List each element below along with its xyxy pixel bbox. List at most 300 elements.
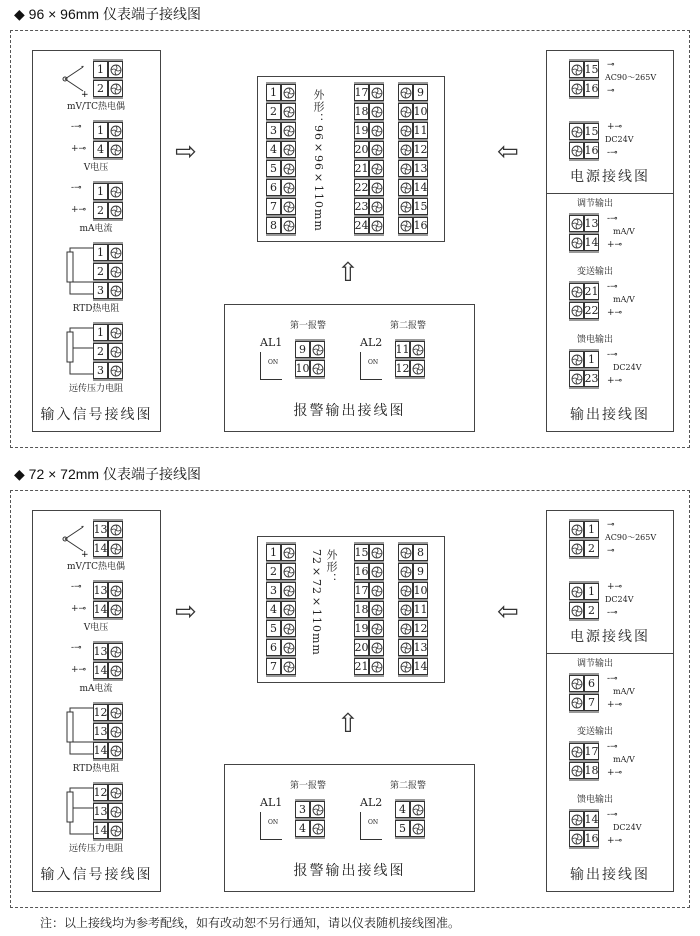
screw-terminal-icon bbox=[110, 365, 122, 377]
screw-terminal-icon bbox=[400, 220, 412, 232]
terminal-row bbox=[295, 360, 325, 377]
output-unit: mA/V bbox=[613, 295, 635, 304]
alarm-label: 第二报警 bbox=[390, 781, 427, 791]
screw-terminal-icon bbox=[571, 237, 583, 249]
lead-icon: +⊸ bbox=[607, 582, 623, 592]
terminal-number: 4 bbox=[266, 601, 281, 618]
terminal-number: 10 bbox=[413, 105, 428, 118]
terminal-number: 18 bbox=[354, 105, 369, 118]
screw-terminal-icon bbox=[400, 201, 412, 213]
screw-terminal-icon bbox=[571, 833, 583, 845]
terminal-screw bbox=[108, 61, 123, 78]
thermocouple-icon bbox=[61, 61, 91, 97]
plus-lead-icon: +⊸ bbox=[71, 144, 87, 154]
terminal-screw bbox=[310, 801, 325, 818]
screw-terminal-icon bbox=[110, 144, 122, 156]
device-dimensions: 外形：72×72×110mm bbox=[310, 549, 338, 656]
terminal-number: 20 bbox=[354, 143, 369, 156]
terminal-row bbox=[354, 217, 384, 234]
terminal-block bbox=[354, 542, 384, 677]
terminal-block bbox=[395, 339, 425, 379]
alarm-panel bbox=[224, 764, 475, 892]
screw-terminal-icon bbox=[110, 205, 122, 217]
terminal-row bbox=[398, 198, 428, 217]
terminal-screw bbox=[369, 620, 384, 637]
terminal-row bbox=[354, 601, 384, 620]
input-group-label: 远传压力电阻 bbox=[68, 384, 123, 394]
terminal-screw bbox=[281, 544, 296, 561]
terminal-screw bbox=[569, 302, 584, 319]
terminal-number: 1 bbox=[93, 61, 108, 78]
input-group-label: mV/TC热电偶 bbox=[67, 102, 125, 112]
terminal-screw bbox=[281, 103, 296, 120]
section-title bbox=[14, 4, 201, 24]
minus-lead-icon: -⊸ bbox=[607, 282, 618, 292]
svg-text:+: + bbox=[81, 90, 89, 97]
plus-lead-icon: +⊸ bbox=[71, 665, 87, 675]
terminal-block bbox=[569, 741, 599, 781]
screw-terminal-icon bbox=[371, 566, 383, 578]
terminal-number: 8 bbox=[266, 217, 281, 234]
terminal-block bbox=[569, 281, 599, 321]
terminal-row bbox=[93, 822, 123, 839]
screw-terminal-icon bbox=[110, 524, 122, 536]
screw-terminal-icon bbox=[110, 285, 122, 297]
relay-on-label: ON bbox=[268, 819, 279, 826]
plus-lead-icon: +⊸ bbox=[607, 700, 623, 710]
relay-on-label: ON bbox=[368, 359, 379, 366]
terminal-number: 14 bbox=[93, 744, 108, 757]
terminal-block bbox=[569, 213, 599, 253]
terminal-number: 11 bbox=[395, 343, 410, 356]
terminal-number: 3 bbox=[266, 582, 281, 599]
terminal-number: 1 bbox=[93, 244, 108, 261]
input-panel bbox=[32, 510, 161, 892]
screw-terminal-icon bbox=[283, 566, 295, 578]
terminal-number: 2 bbox=[584, 540, 599, 557]
terminal-screw bbox=[369, 84, 384, 101]
terminal-block bbox=[93, 519, 123, 559]
terminal-number: 17 bbox=[354, 584, 369, 597]
terminal-screw bbox=[108, 662, 123, 679]
screw-terminal-icon bbox=[412, 804, 424, 816]
terminal-number: 14 bbox=[413, 660, 428, 673]
terminal-block bbox=[569, 673, 599, 713]
terminal-row bbox=[266, 84, 296, 103]
alarm-name: AL2 bbox=[360, 336, 383, 349]
relay-on-label: ON bbox=[268, 359, 279, 366]
screw-terminal-icon bbox=[312, 344, 324, 356]
terminal-row bbox=[569, 123, 599, 142]
terminal-number: 8 bbox=[413, 544, 428, 561]
terminal-block bbox=[266, 542, 296, 677]
power-output-panel bbox=[546, 510, 674, 892]
terminal-row bbox=[295, 820, 325, 837]
terminal-screw bbox=[369, 639, 384, 656]
terminal-number: 14 bbox=[93, 824, 108, 837]
terminal-row bbox=[266, 103, 296, 122]
screw-terminal-icon bbox=[571, 678, 583, 690]
screw-terminal-icon bbox=[571, 814, 583, 826]
screw-terminal-icon bbox=[571, 765, 583, 777]
plus-lead-icon: +⊸ bbox=[607, 836, 623, 846]
terminal-number: 1 bbox=[584, 583, 599, 600]
screw-terminal-icon bbox=[400, 106, 412, 118]
terminal-row bbox=[398, 658, 428, 675]
terminal-block bbox=[398, 82, 428, 236]
terminal-row bbox=[398, 179, 428, 198]
terminal-screw bbox=[108, 803, 123, 820]
output-unit: mA/V bbox=[613, 687, 635, 696]
terminal-screw bbox=[398, 122, 413, 139]
hollow-arrow-up-icon: ⇧ bbox=[337, 258, 359, 288]
screw-terminal-icon bbox=[412, 344, 424, 356]
input-group-label: 远传压力电阻 bbox=[68, 844, 123, 854]
terminal-number: 17 bbox=[354, 86, 369, 99]
terminal-row bbox=[93, 141, 123, 158]
lead-icon: -⊸ bbox=[607, 608, 618, 618]
terminal-row bbox=[93, 784, 123, 803]
screw-terminal-icon bbox=[283, 106, 295, 118]
output-unit: DC24V bbox=[613, 823, 642, 832]
terminal-screw bbox=[398, 658, 413, 675]
footer-note: 注：以上接线均为参考配线，如有改动恕不另行通知，请以仪表随机接线图准。 bbox=[40, 916, 461, 930]
terminal-number: 17 bbox=[584, 745, 599, 758]
screw-terminal-icon bbox=[283, 163, 295, 175]
terminal-screw bbox=[398, 160, 413, 177]
terminal-row bbox=[266, 179, 296, 198]
terminal-screw bbox=[369, 658, 384, 675]
terminal-number: 10 bbox=[413, 584, 428, 597]
terminal-number: 7 bbox=[584, 694, 599, 711]
terminal-number: 12 bbox=[93, 706, 108, 719]
minus-lead-icon: -⊸ bbox=[71, 122, 82, 132]
terminal-number: 16 bbox=[584, 144, 599, 157]
terminal-screw bbox=[569, 142, 584, 159]
device-terminal-panel bbox=[257, 536, 445, 683]
terminal-screw bbox=[108, 282, 123, 299]
terminal-row bbox=[569, 830, 599, 847]
terminal-row bbox=[93, 723, 123, 742]
terminal-screw bbox=[569, 370, 584, 387]
terminal-number: 12 bbox=[395, 362, 410, 375]
terminal-number: 2 bbox=[266, 563, 281, 580]
terminal-screw bbox=[398, 563, 413, 580]
section-title bbox=[14, 464, 201, 484]
terminal-block bbox=[93, 242, 123, 301]
terminal-row bbox=[354, 658, 384, 675]
screw-terminal-icon bbox=[571, 697, 583, 709]
hollow-arrow-right-icon: ⇨ bbox=[175, 597, 197, 627]
terminal-row bbox=[354, 160, 384, 179]
terminal-screw bbox=[569, 694, 584, 711]
terminal-row bbox=[354, 582, 384, 601]
terminal-row bbox=[266, 217, 296, 234]
terminal-row bbox=[93, 803, 123, 822]
terminal-number: 5 bbox=[395, 820, 410, 837]
terminal-row bbox=[93, 244, 123, 263]
screw-terminal-icon bbox=[283, 144, 295, 156]
terminal-row bbox=[398, 544, 428, 563]
screw-terminal-icon bbox=[110, 585, 122, 597]
terminal-number: 1 bbox=[93, 183, 108, 200]
terminal-screw bbox=[398, 141, 413, 158]
terminal-screw bbox=[369, 198, 384, 215]
terminal-screw bbox=[398, 103, 413, 120]
terminal-row bbox=[398, 639, 428, 658]
alarm-label: 第一报警 bbox=[290, 321, 327, 331]
terminal-row bbox=[569, 602, 599, 619]
terminal-screw bbox=[369, 544, 384, 561]
screw-terminal-icon bbox=[412, 823, 424, 835]
terminal-row bbox=[266, 658, 296, 675]
terminal-screw bbox=[310, 341, 325, 358]
rtd-resistor-icon bbox=[63, 244, 93, 300]
screw-terminal-icon bbox=[571, 145, 583, 157]
terminal-screw bbox=[281, 198, 296, 215]
output-unit: DC24V bbox=[613, 363, 642, 372]
terminal-block bbox=[354, 82, 384, 236]
terminal-row bbox=[93, 343, 123, 362]
terminal-number: 14 bbox=[584, 813, 599, 826]
terminal-row bbox=[398, 620, 428, 639]
screw-terminal-icon bbox=[400, 642, 412, 654]
terminal-screw bbox=[569, 743, 584, 760]
terminal-number: 11 bbox=[413, 603, 428, 616]
terminal-row bbox=[93, 263, 123, 282]
terminal-screw bbox=[281, 179, 296, 196]
terminal-screw bbox=[410, 341, 425, 358]
terminal-row bbox=[569, 811, 599, 830]
thermocouple-icon bbox=[61, 521, 91, 557]
terminal-row bbox=[354, 122, 384, 141]
terminal-row bbox=[354, 620, 384, 639]
terminal-number: 7 bbox=[266, 198, 281, 215]
terminal-screw bbox=[398, 198, 413, 215]
screw-terminal-icon bbox=[283, 547, 295, 559]
screw-terminal-icon bbox=[571, 543, 583, 555]
terminal-screw bbox=[569, 521, 584, 538]
terminal-number: 1 bbox=[584, 521, 599, 538]
terminal-screw bbox=[569, 675, 584, 692]
alarm-name: AL2 bbox=[360, 796, 383, 809]
power-supply-label: AC90～265V bbox=[605, 533, 657, 542]
screw-terminal-icon bbox=[283, 604, 295, 616]
terminal-row bbox=[266, 601, 296, 620]
terminal-screw bbox=[108, 643, 123, 660]
plus-lead-icon: +⊸ bbox=[607, 376, 623, 386]
screw-terminal-icon bbox=[400, 604, 412, 616]
screw-terminal-icon bbox=[110, 825, 122, 837]
terminal-screw bbox=[398, 601, 413, 618]
terminal-number: 4 bbox=[93, 141, 108, 158]
lead-icon: ⊸ bbox=[607, 86, 615, 96]
terminal-row bbox=[354, 84, 384, 103]
screw-terminal-icon bbox=[283, 182, 295, 194]
screw-terminal-icon bbox=[571, 373, 583, 385]
screw-terminal-icon bbox=[571, 305, 583, 317]
terminal-block bbox=[395, 799, 425, 839]
terminal-row bbox=[569, 215, 599, 234]
terminal-screw bbox=[569, 762, 584, 779]
section-title-text: 72 × 72mm 仪表端子接线图 bbox=[28, 466, 201, 482]
terminal-number: 13 bbox=[413, 162, 428, 175]
screw-terminal-icon bbox=[371, 642, 383, 654]
terminal-number: 3 bbox=[266, 122, 281, 139]
screw-terminal-icon bbox=[400, 182, 412, 194]
terminal-screw bbox=[398, 84, 413, 101]
terminal-number: 22 bbox=[584, 304, 599, 317]
terminal-screw bbox=[369, 582, 384, 599]
terminal-row bbox=[569, 583, 599, 602]
terminal-row bbox=[93, 662, 123, 679]
screw-terminal-icon bbox=[371, 106, 383, 118]
terminal-screw bbox=[410, 360, 425, 377]
terminal-number: 3 bbox=[93, 282, 108, 299]
terminal-screw bbox=[108, 263, 123, 280]
terminal-number: 4 bbox=[266, 141, 281, 158]
terminal-block bbox=[295, 339, 325, 379]
terminal-number: 4 bbox=[295, 820, 310, 837]
minus-lead-icon: -⊸ bbox=[607, 742, 618, 752]
terminal-screw bbox=[398, 544, 413, 561]
terminal-screw bbox=[281, 160, 296, 177]
terminal-row bbox=[354, 198, 384, 217]
terminal-number: 14 bbox=[584, 236, 599, 249]
terminal-screw bbox=[369, 122, 384, 139]
power-supply-label: DC24V bbox=[605, 135, 634, 144]
alarm-label: 第二报警 bbox=[390, 321, 427, 331]
screw-terminal-icon bbox=[400, 623, 412, 635]
screw-terminal-icon bbox=[371, 661, 383, 673]
plus-lead-icon: +⊸ bbox=[607, 240, 623, 250]
terminal-number: 16 bbox=[584, 832, 599, 845]
screw-terminal-icon bbox=[371, 623, 383, 635]
terminal-number: 1 bbox=[266, 544, 281, 561]
screw-terminal-icon bbox=[371, 144, 383, 156]
terminal-row bbox=[93, 282, 123, 299]
terminal-screw bbox=[569, 602, 584, 619]
terminal-block bbox=[93, 641, 123, 681]
device-dimensions: 外形：96×96×110mm bbox=[312, 89, 325, 232]
terminal-screw bbox=[310, 820, 325, 837]
section-frame bbox=[10, 490, 690, 908]
screw-terminal-icon bbox=[400, 547, 412, 559]
terminal-number: 2 bbox=[93, 80, 108, 97]
terminal-row bbox=[569, 283, 599, 302]
terminal-number: 16 bbox=[354, 565, 369, 578]
terminal-number: 14 bbox=[93, 664, 108, 677]
terminal-number: 18 bbox=[354, 603, 369, 616]
screw-terminal-icon bbox=[400, 661, 412, 673]
screw-terminal-icon bbox=[571, 218, 583, 230]
terminal-screw bbox=[410, 801, 425, 818]
terminal-block bbox=[398, 542, 428, 677]
terminal-row bbox=[569, 694, 599, 711]
terminal-screw bbox=[281, 620, 296, 637]
terminal-screw bbox=[108, 244, 123, 261]
terminal-row bbox=[569, 61, 599, 80]
terminal-row bbox=[569, 540, 599, 557]
input-group-label: V电压 bbox=[83, 163, 109, 173]
terminal-screw bbox=[108, 723, 123, 740]
terminal-number: 2 bbox=[266, 103, 281, 120]
terminal-number: 3 bbox=[295, 801, 310, 818]
terminal-row bbox=[395, 341, 425, 360]
lead-icon: ⊸ bbox=[607, 546, 615, 556]
terminal-row bbox=[93, 80, 123, 97]
terminal-screw bbox=[398, 620, 413, 637]
plus-lead-icon: +⊸ bbox=[71, 205, 87, 215]
power-panel-title: 电源接线图 bbox=[570, 629, 650, 645]
alarm-name: AL1 bbox=[260, 336, 283, 349]
svg-text:+: + bbox=[81, 550, 89, 557]
terminal-screw bbox=[569, 80, 584, 97]
device-terminal-panel bbox=[257, 76, 445, 242]
terminal-block bbox=[93, 181, 123, 221]
terminal-screw bbox=[108, 202, 123, 219]
lead-icon: +⊸ bbox=[607, 122, 623, 132]
terminal-row bbox=[266, 639, 296, 658]
input-group-label: mV/TC热电偶 bbox=[67, 562, 125, 572]
input-panel bbox=[32, 50, 161, 432]
terminal-block bbox=[93, 120, 123, 160]
power-panel-title: 电源接线图 bbox=[570, 169, 650, 185]
minus-lead-icon: -⊸ bbox=[607, 214, 618, 224]
terminal-number: 9 bbox=[413, 563, 428, 580]
lead-icon: -⊸ bbox=[607, 148, 618, 158]
screw-terminal-icon bbox=[283, 623, 295, 635]
terminal-row bbox=[93, 704, 123, 723]
screw-terminal-icon bbox=[571, 83, 583, 95]
screw-terminal-icon bbox=[312, 823, 324, 835]
terminal-row bbox=[354, 141, 384, 160]
terminal-screw bbox=[108, 122, 123, 139]
terminal-screw bbox=[369, 601, 384, 618]
screw-terminal-icon bbox=[371, 201, 383, 213]
terminal-row bbox=[93, 582, 123, 601]
screw-terminal-icon bbox=[400, 125, 412, 137]
terminal-row bbox=[569, 743, 599, 762]
screw-terminal-icon bbox=[110, 543, 122, 555]
input-panel-title: 输入信号接线图 bbox=[40, 407, 153, 423]
terminal-number: 2 bbox=[584, 602, 599, 619]
terminal-row bbox=[93, 122, 123, 141]
terminal-block bbox=[569, 121, 599, 161]
terminal-screw bbox=[310, 360, 325, 377]
terminal-screw bbox=[369, 179, 384, 196]
screw-terminal-icon bbox=[371, 163, 383, 175]
terminal-screw bbox=[281, 122, 296, 139]
terminal-row bbox=[266, 544, 296, 563]
screw-terminal-icon bbox=[110, 64, 122, 76]
input-group-label: mA电流 bbox=[79, 224, 113, 234]
terminal-number: 2 bbox=[93, 202, 108, 219]
power-output-panel bbox=[546, 50, 674, 432]
terminal-row bbox=[398, 601, 428, 620]
power-supply-label: DC24V bbox=[605, 595, 634, 604]
minus-lead-icon: -⊸ bbox=[607, 810, 618, 820]
hollow-arrow-left-icon: ⇦ bbox=[497, 137, 519, 167]
terminal-row bbox=[569, 142, 599, 159]
terminal-screw bbox=[281, 563, 296, 580]
terminal-block bbox=[93, 322, 123, 381]
terminal-number: 19 bbox=[354, 622, 369, 635]
terminal-block bbox=[569, 349, 599, 389]
terminal-number: 1 bbox=[266, 84, 281, 101]
screw-terminal-icon bbox=[283, 585, 295, 597]
terminal-screw bbox=[108, 343, 123, 360]
